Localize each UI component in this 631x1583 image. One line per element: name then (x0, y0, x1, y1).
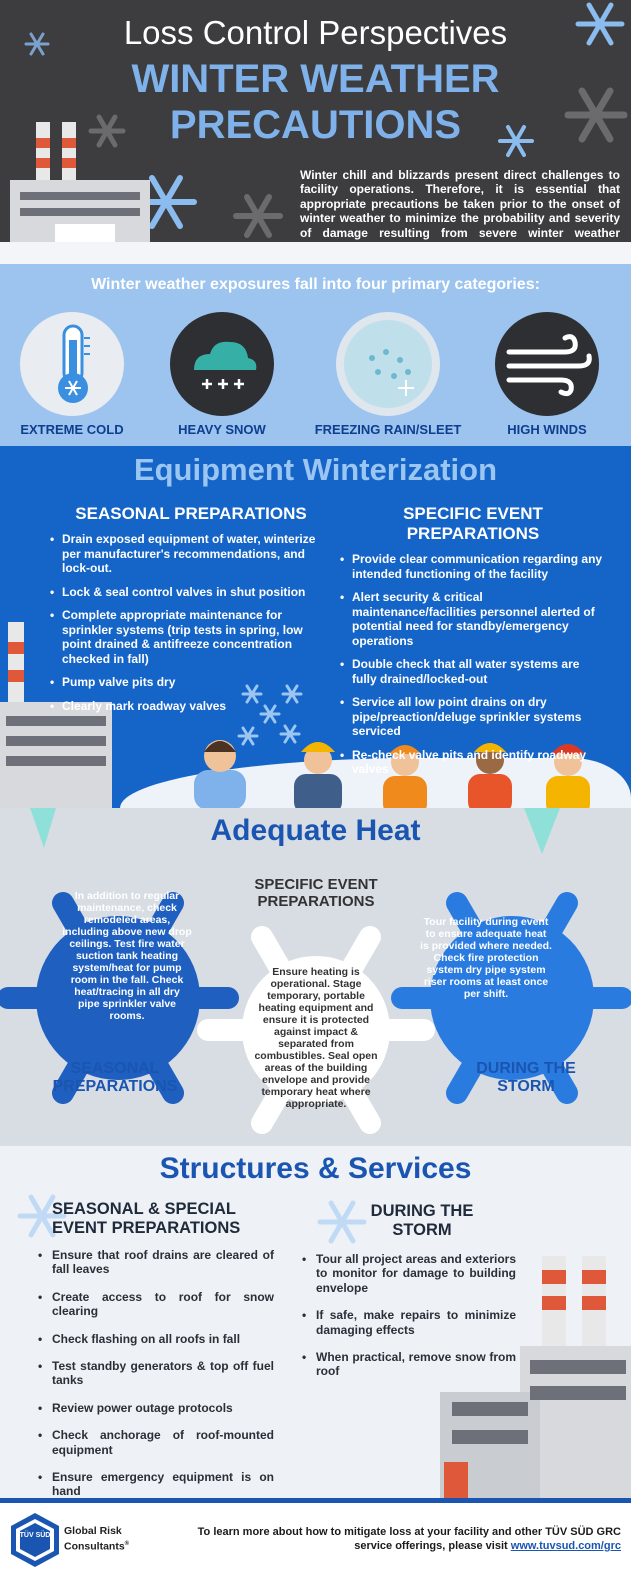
footer-message-text: To learn more about how to mitigate loss at your facility and other TÜV SÜD GRC service offerings, please visit (197, 1526, 621, 1552)
heat-event-label: SPECIFIC EVENT PREPARATIONS (254, 876, 378, 910)
brand-name (64, 1525, 129, 1554)
snow-ground (0, 242, 631, 264)
category-label: FREEZING RAIN/SLEET (314, 422, 462, 437)
list-item: • Complete appropriate maintenance for sprinkler systems (trip tests in spring, low point drained & antifreeze concentration checked in fall) (50, 608, 332, 666)
footer (0, 1498, 631, 1583)
list-item: • Tour all project areas and exteriors to monitor for damage to building envelope (302, 1252, 516, 1295)
categories-title: Winter weather exposures fall into four primary categories: (91, 276, 540, 293)
list-item: • Alert security & critical maintenance/facilities personnel alerted of potential need for standby/emergency operations (340, 590, 606, 648)
tuv-logo-text: TÜV SÜD (19, 1532, 51, 1539)
category-label: HIGH WINDS (507, 422, 587, 437)
structures-section (0, 1146, 631, 1498)
footer-message (191, 1525, 621, 1553)
brand-line-1: Global Risk (64, 1525, 122, 1537)
category-label: EXTREME COLD (20, 422, 124, 437)
list-item: • Provide clear communication regarding any intended functioning of the facility (340, 552, 606, 581)
structures-storm-column (302, 1202, 516, 1392)
kicker-title: Loss Control Perspectives (123, 14, 508, 51)
seasonal-preparations-column (50, 504, 332, 722)
category-label: HEAVY SNOW (178, 422, 266, 437)
header-section (0, 0, 631, 264)
snowflake-icon (236, 197, 280, 235)
seasonal-heading: SEASONAL PREPARATIONS (75, 504, 307, 523)
heat-storm-label: DURING THE STORM (476, 1060, 576, 1095)
intro-paragraph: Winter chill and blizzards present direct challenges to facility operations. Therefore, it is essential that appropriate precautions be taken prior to the onset of winter weather to minimize the probability and severity of damage resulting from severe winter weather (300, 168, 620, 240)
category-extreme-cold (0, 312, 147, 437)
structures-seasonal-column (38, 1200, 274, 1498)
snow-cloud-icon (170, 312, 274, 416)
structures-storm-heading: DURING THE STORM (370, 1202, 474, 1239)
list-item: • Check flashing on all roofs in fall (38, 1332, 274, 1346)
heat-seasonal-text: In addition to regular maintenance, check remodeled areas, including above new drop ceilings. Test fire water suction tank heating system/heat for pump room in the fall. Check heat/tracing in all dry pipe sprinkler valve rooms. (62, 890, 192, 1022)
registered-mark: ® (124, 1541, 130, 1547)
list-item: • When practical, remove snow from roof (302, 1350, 516, 1379)
category-freezing-rain (313, 312, 463, 437)
list-item: • Pump valve pits dry (50, 675, 332, 690)
worker-icon (294, 742, 342, 808)
footer-link[interactable]: www.tuvsud.com/grc (510, 1540, 621, 1552)
thermometer-icon (20, 312, 124, 416)
list-item: • Lock & seal control valves in shut position (50, 585, 332, 600)
list-item: • Clearly mark roadway valves (50, 699, 332, 714)
structures-storm-list (302, 1252, 516, 1379)
sleet-icon (336, 312, 440, 416)
list-item: • Re-check valve pits and identify roadway valves (340, 748, 606, 777)
category-heavy-snow (147, 312, 297, 437)
structures-seasonal-list (38, 1248, 274, 1498)
list-item: • Check anchorage of roof-mounted equipment (38, 1428, 274, 1457)
structures-title: Structures & Services (159, 1152, 472, 1185)
main-title-line-2: PRECAUTIONS (169, 103, 462, 147)
list-item: • If safe, make repairs to minimize damaging effects (302, 1308, 516, 1337)
list-item: • Drain exposed equipment of water, winterize per manufacturer's recommendations, and lock-out. (50, 532, 332, 576)
brand-line-2 (64, 1538, 129, 1554)
heat-seasonal-label: SEASONAL PREPARATIONS (52, 1060, 178, 1095)
adequate-heat-section (0, 808, 631, 1146)
brand-line-2-text: Consultants (64, 1540, 125, 1553)
worker-icon (194, 740, 246, 808)
list-item: • Create access to roof for snow clearing (38, 1290, 274, 1319)
categories-section (0, 264, 631, 446)
main-title-line-1: WINTER WEATHER (131, 57, 500, 101)
wind-icon (495, 312, 599, 416)
category-high-winds (472, 312, 622, 437)
event-heading: SPECIFIC EVENT PREPARATIONS (403, 504, 543, 543)
list-item: • Test standby generators & top off fuel tanks (38, 1359, 274, 1388)
tuv-logo (6, 1511, 64, 1569)
event-list (340, 552, 606, 777)
list-item: • Review power outage protocols (38, 1401, 274, 1415)
heat-title: Adequate Heat (210, 814, 421, 847)
equipment-section (0, 446, 631, 808)
heat-event-text: Ensure heating is operational. Stage temporary, portable heating equipment and ensure it is protected against impact & separated from combustibles. Seal open areas of the building envelope and provide temporary heat where appropriate. (254, 966, 378, 1110)
list-item: • Ensure that roof drains are cleared of fall leaves (38, 1248, 274, 1277)
seasonal-list (50, 532, 332, 713)
list-item: • Service all low point drains on dry pipe/preaction/deluge sprinkler systems serviced (340, 695, 606, 739)
event-preparations-column (340, 504, 606, 786)
main-title (0, 56, 631, 148)
equipment-title: Equipment Winterization (133, 452, 498, 487)
list-item: • Ensure emergency equipment is on hand (38, 1470, 274, 1498)
heat-storm-text: Tour facility during event to ensure adequate heat is provided where needed. Check fire protection system dry pipe system riser rooms at least once per shift. (420, 916, 552, 1000)
structures-seasonal-heading: SEASONAL & SPECIAL EVENT PREPARATIONS (52, 1200, 241, 1237)
list-item: • Double check that all water systems are fully drained/locked-out (340, 657, 606, 686)
